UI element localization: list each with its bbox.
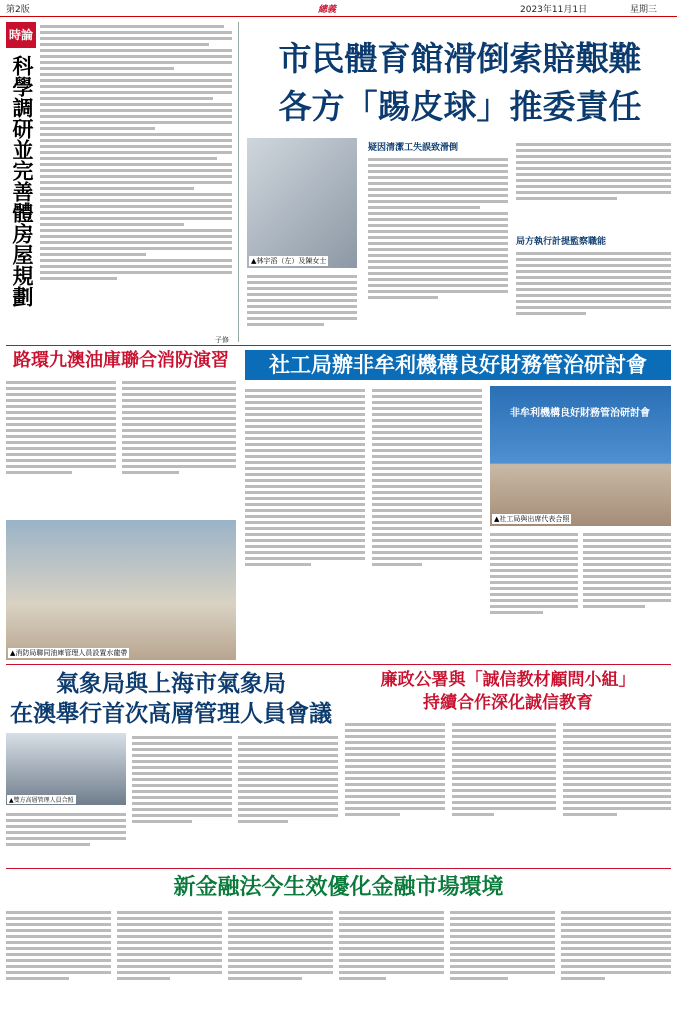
social-body-d — [583, 530, 671, 656]
social-photo — [490, 386, 671, 526]
commentary-title: 科學調研並完善體房屋規劃 — [10, 55, 34, 307]
ethics-headline-2: 持續合作深化誠信教育 — [423, 693, 593, 713]
weekday: 星期三 — [630, 5, 658, 15]
ethics-body-b — [452, 720, 556, 863]
lead-body-a — [247, 272, 357, 342]
finance-body-a — [6, 908, 111, 1018]
finance-body-f — [561, 908, 671, 1018]
lead-headline-2: 各方「踢皮球」推委責任 — [278, 87, 642, 126]
weather-headline-2: 在澳舉行首次高層管理人員會議 — [10, 701, 332, 727]
ethics-body-a — [345, 720, 445, 863]
lead-subhead-2: 局方執行計提監察職能 — [516, 237, 607, 247]
finance-body-d — [339, 908, 444, 1018]
fire-photo — [6, 520, 236, 660]
social-body-a — [245, 386, 365, 656]
lead-body-d — [516, 249, 671, 343]
finance-headline: 新金融法今生效優化金融市場環境 — [173, 875, 504, 900]
section-rule-2 — [6, 664, 671, 665]
weather-body-a — [132, 733, 232, 863]
weather-photo-caption: ▲雙方高層管理人員合照 — [9, 797, 74, 804]
social-photo-caption: ▲社工局與出席代表合照 — [494, 515, 570, 523]
lead-body-b — [368, 155, 508, 343]
ethics-body-c — [563, 720, 671, 863]
lead-photo — [247, 138, 357, 268]
weather-body-b — [238, 733, 338, 863]
social-photo-screen-text: 非牟利機構良好財務管治研討會 — [510, 408, 650, 419]
fire-photo-caption: ▲消防局聯同油庫管理人員設置水龍帶 — [10, 649, 128, 657]
column-divider — [238, 22, 239, 342]
social-headline: 社工局辦非牟利機構良好財務管治研討會 — [245, 350, 671, 380]
social-body-b — [372, 386, 482, 656]
fire-body-a — [6, 378, 116, 516]
lead-headline-1: 市民體育館滑倒索賠艱難 — [278, 39, 642, 78]
commentary-badge: 時論 — [6, 22, 36, 48]
lead-body-c — [516, 140, 671, 230]
finance-body-b — [117, 908, 222, 1018]
page-number: 第2版 — [6, 5, 30, 15]
lead-photo-caption: ▲林宇滔（左）及陳女士 — [251, 257, 327, 265]
weather-body-c — [6, 810, 126, 863]
fire-body-b — [122, 378, 236, 516]
page-header — [0, 0, 677, 17]
finance-body-c — [228, 908, 333, 1018]
weather-headline-1: 氣象局與上海市氣象局 — [56, 671, 286, 697]
lead-subhead-1: 疑因清潔工失誤致滑倒 — [368, 143, 459, 153]
masthead: 總義 — [318, 5, 337, 15]
ethics-headline-1: 廉政公署與「誠信教材顧問小組」 — [380, 670, 636, 690]
weather-photo — [6, 733, 126, 805]
section-rule-3 — [6, 868, 671, 869]
commentary-author: 子修 — [215, 336, 229, 344]
social-body-c — [490, 530, 578, 656]
finance-body-e — [450, 908, 555, 1018]
commentary-body — [40, 22, 232, 332]
issue-date: 2023年11月1日 — [520, 5, 588, 15]
fire-headline: 路環九澳油庫聯合消防演習 — [13, 350, 229, 371]
section-rule — [6, 345, 671, 346]
